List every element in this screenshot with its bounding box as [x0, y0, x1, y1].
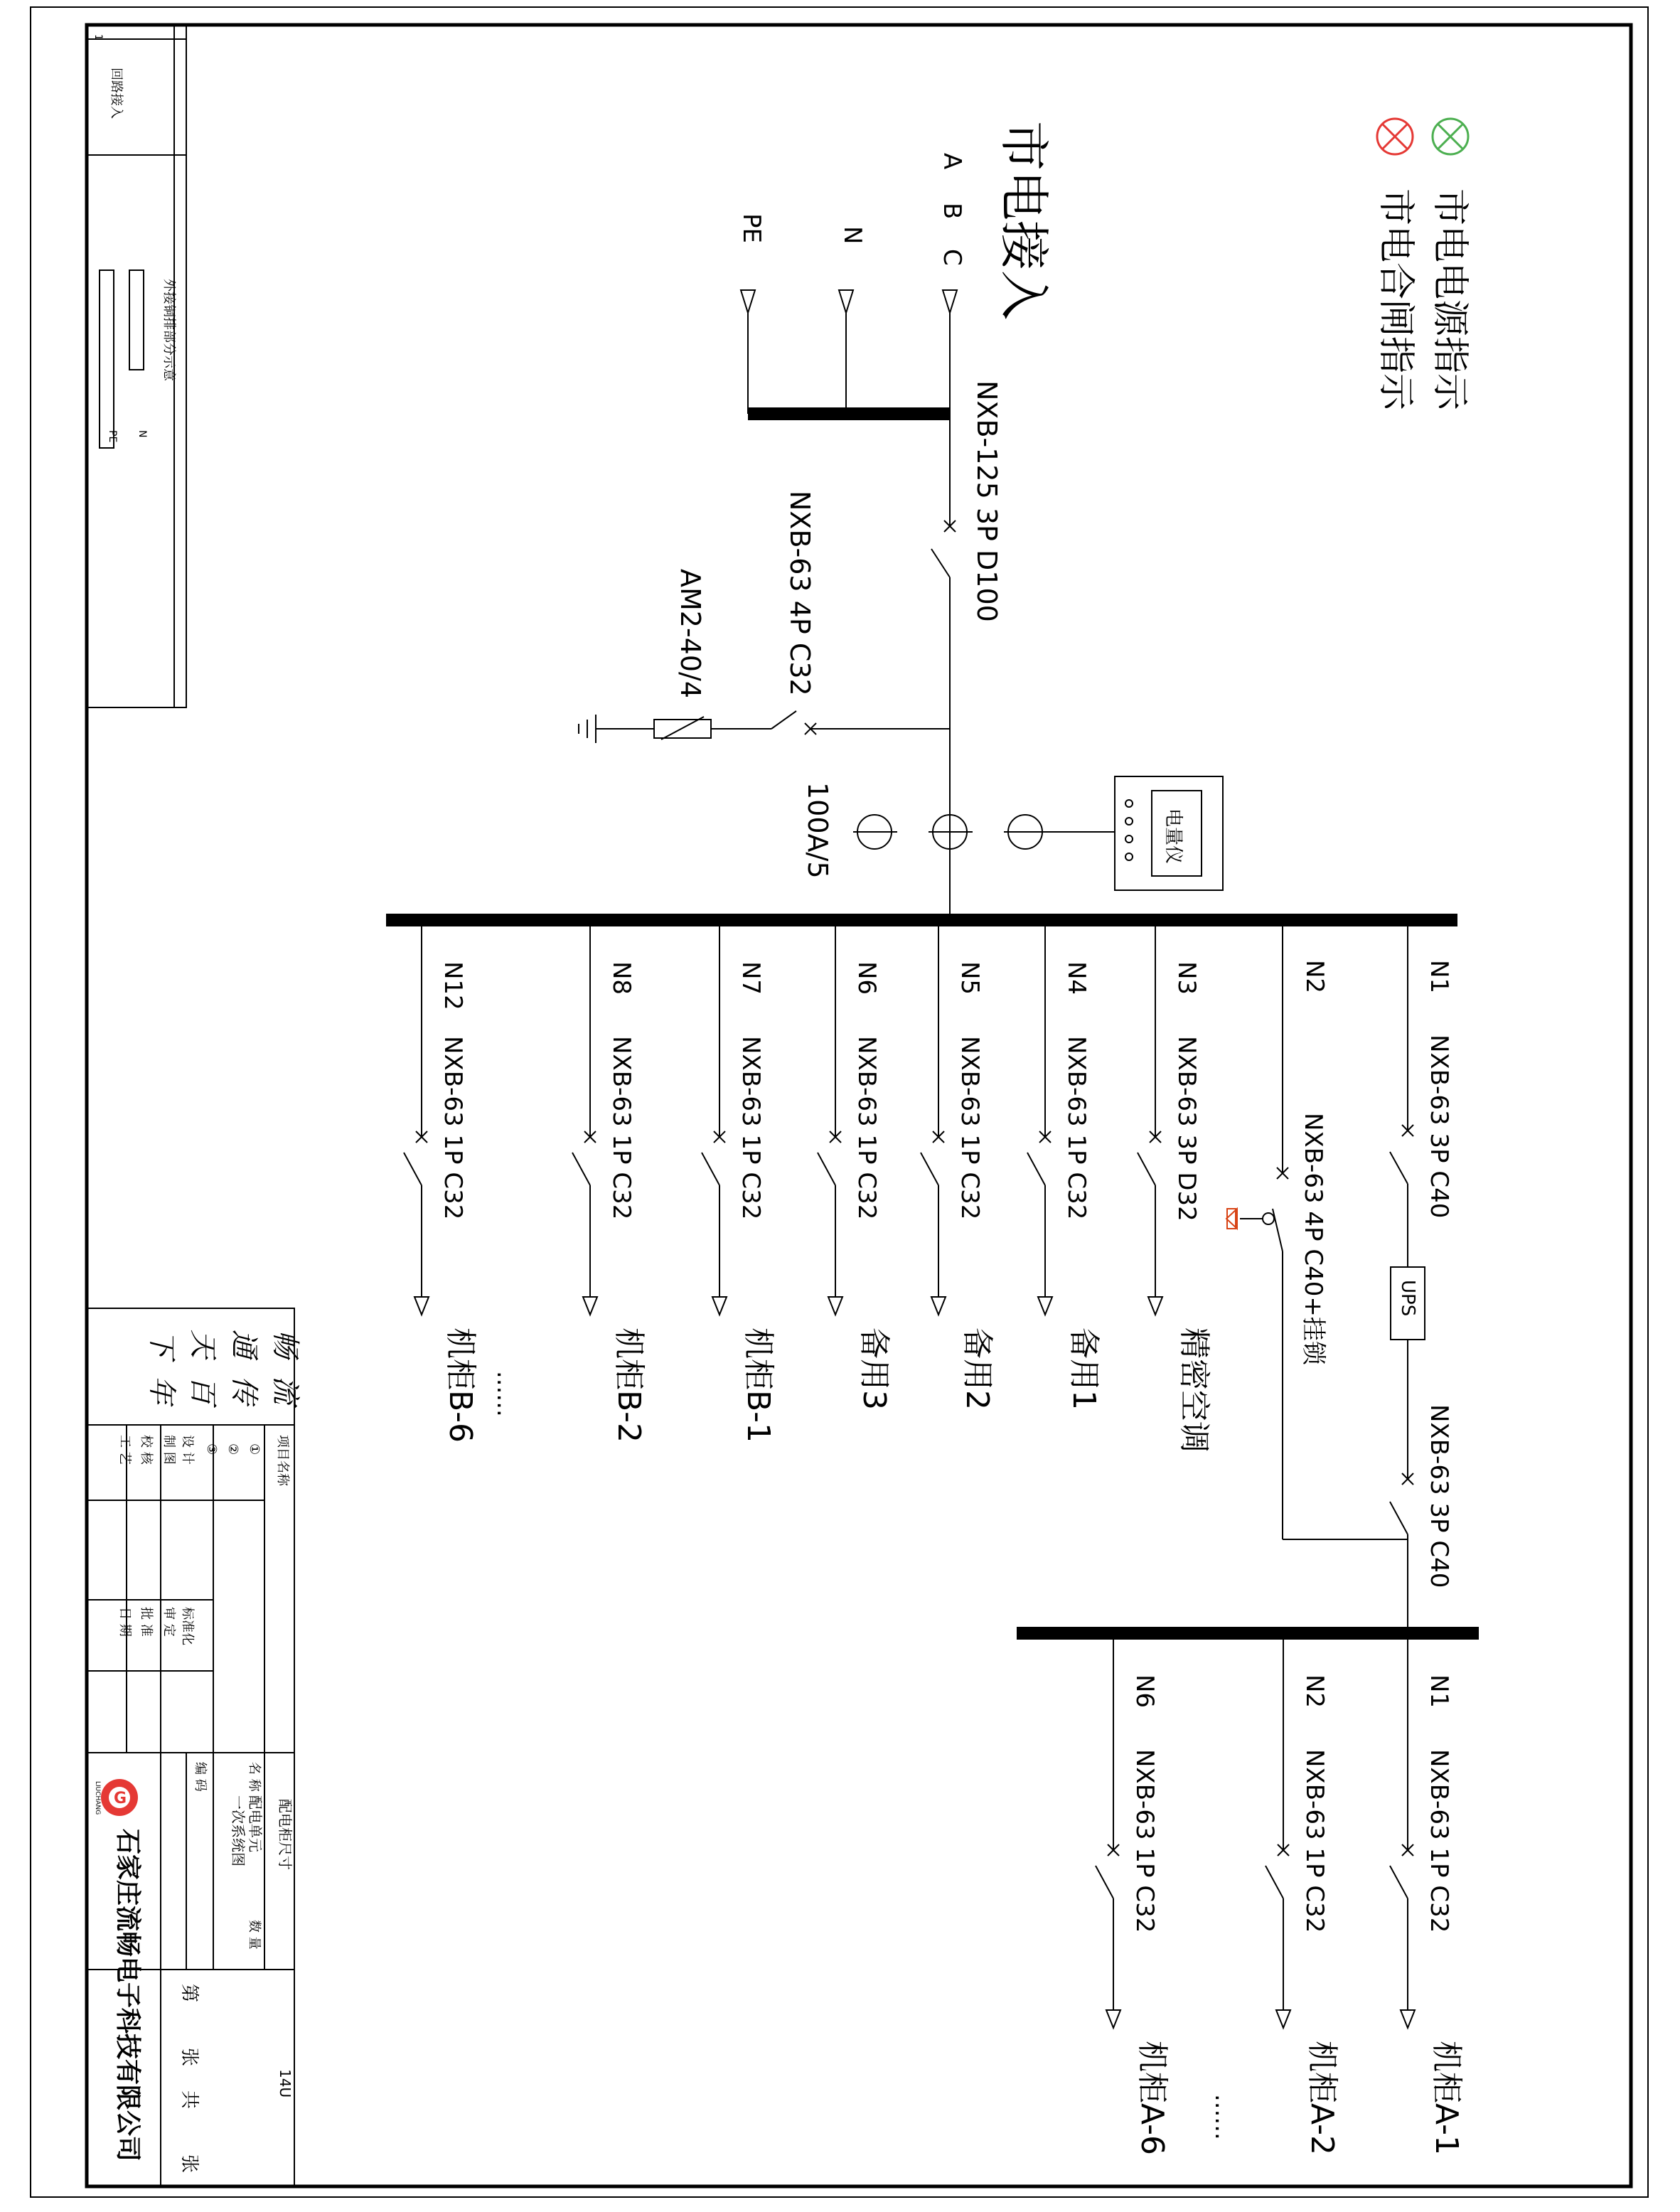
circled-3: ③ [204, 1443, 219, 1455]
circled-2: ② [225, 1443, 240, 1455]
cab-b-load-arrow-n4-icon [1038, 1297, 1052, 1315]
breaker-label-b-n1: NXB-63 3P C40 [1425, 1035, 1453, 1219]
cab-b-breaker-n6-icon [818, 1131, 841, 1185]
circuit-b-id-n2: N2 [1300, 960, 1329, 994]
cab-b-feeder-n5 [921, 920, 995, 1410]
motto-5: 流 [269, 1376, 301, 1404]
cab-b-feeder-n12 [404, 920, 478, 1443]
legend-label-closing: 市电合闸指示 [1374, 188, 1417, 411]
legend-label-power: 市电电源指示 [1428, 188, 1471, 411]
current-transformer-icon [853, 815, 1115, 849]
cab-a-load-label: 机柜A-6 [1134, 2041, 1170, 2156]
closing-indicator-lamp-icon [1377, 119, 1413, 154]
cab-a-load-arrow-n1-icon [1401, 2010, 1415, 2028]
cab-b-load-label: 精密空调 [1176, 1327, 1212, 1453]
meter-label: 电量仪 [1162, 808, 1184, 865]
cab-b-circuit-id: N3 [1172, 961, 1201, 995]
cab-b-feeder-n3 [1138, 920, 1212, 1453]
cab-a-load-arrow-n6-icon [1106, 2010, 1120, 2028]
ups-output-breaker-icon [1390, 1473, 1413, 1534]
cab-b-feeder-n7 [702, 920, 776, 1443]
circled-1: ① [247, 1443, 262, 1455]
ellipsis-a: ...... [1209, 2094, 1238, 2140]
drawing-subname: 一次系统图 [230, 1795, 247, 1866]
cab-b-breaker-n3-icon [1138, 1131, 1161, 1185]
ground-icon [579, 715, 596, 743]
busbar-n-label: N [137, 430, 148, 438]
name-label: 名 称 [247, 1762, 262, 1792]
cab-b-load-label: 机柜B-6 [442, 1327, 478, 1443]
motto-3: 天 [186, 1330, 219, 1358]
cab-b-breaker-label: NXB-63 1P C32 [852, 1036, 881, 1220]
feeder-group-a [1096, 1633, 1465, 2155]
cab-a-circuit-id: N6 [1130, 1674, 1159, 1709]
motto-6: 传 [228, 1376, 260, 1404]
cab-a-feeder-n6 [1096, 1633, 1170, 2155]
terminal-pe-icon [741, 290, 755, 313]
cab-b-breaker-n12-icon [404, 1131, 427, 1185]
breaker-n2-icon [1240, 1168, 1288, 1251]
motto-4: 下 [145, 1330, 178, 1358]
side-row-number: 1 [92, 34, 104, 41]
ellipsis-b: ...... [491, 1371, 520, 1417]
cab-a-breaker-n2-icon [1266, 1844, 1289, 1898]
cab-b-load-arrow-n5-icon [931, 1297, 946, 1315]
side-row-text: 回路接入 [109, 68, 124, 119]
role-check: 校 核 [139, 1435, 154, 1465]
sheet-label-2: 张 [178, 2048, 200, 2067]
cab-b-breaker-n8-icon [572, 1131, 596, 1185]
role-date: 日 期 [117, 1607, 132, 1637]
cab-a-feeder-n2 [1266, 1633, 1340, 2155]
cab-b-load-label: 备用2 [959, 1327, 995, 1410]
busbar-pe-label: PE [107, 430, 118, 443]
phase-label-a: A [938, 153, 966, 170]
cab-b-breaker-label: NXB-63 1P C32 [439, 1036, 467, 1220]
cab-b-load-arrow-n6-icon [828, 1297, 842, 1315]
company-logo [101, 1779, 138, 1816]
ups-label: UPS [1397, 1280, 1418, 1317]
ct-label: 100A/5 [802, 782, 833, 879]
cab-a-load-label: 机柜A-2 [1304, 2041, 1340, 2156]
cab-b-load-arrow-n7-icon [712, 1297, 727, 1315]
energy-meter [1115, 776, 1223, 890]
padlock-icon [1226, 1209, 1237, 1229]
cab-a-circuit-id: N2 [1300, 1674, 1329, 1709]
cab-b-circuit-id: N4 [1062, 961, 1091, 995]
cab-a-circuit-id: N1 [1425, 1674, 1453, 1709]
cab-b-circuit-id: N5 [956, 961, 984, 995]
phase-label-c: C [938, 249, 966, 266]
company-name: 石家庄流畅电子科技有限公司 [113, 1829, 142, 2162]
role-process: 工 艺 [117, 1435, 132, 1465]
cabinet-size-label: 配电柜尺寸 [277, 1799, 294, 1870]
logo-letter: G [114, 1790, 127, 1807]
cab-a-load-arrow-n2-icon [1276, 2010, 1290, 2028]
breaker-n1-icon [1390, 1125, 1413, 1184]
neutral-label: N [838, 226, 867, 245]
cab-b-feeder-n8 [572, 920, 647, 1443]
cab-b-breaker-n4-icon [1027, 1131, 1051, 1185]
cab-b-load-arrow-n12-icon [414, 1297, 429, 1315]
terminal-c-icon [943, 290, 957, 313]
drawing-name: 配电单元 [247, 1795, 264, 1852]
motto-7: 百 [186, 1376, 219, 1404]
sheet-label-3: 共 [178, 2090, 200, 2110]
side-panel [87, 25, 186, 707]
motto-8: 年 [145, 1376, 178, 1404]
cab-b-breaker-n5-icon [921, 1131, 944, 1185]
cab-b-breaker-label: NXB-63 1P C32 [956, 1036, 984, 1220]
sheet-label-4: 张 [178, 2154, 200, 2174]
cab-a-feeder-n1 [1390, 1633, 1465, 2155]
motto-2: 通 [228, 1330, 260, 1358]
sheet-label-1: 第 [178, 1984, 200, 2003]
surge-arrester-icon [654, 717, 711, 739]
cab-a-breaker-label: NXB-63 1P C32 [1425, 1749, 1453, 1933]
legend [1374, 119, 1471, 411]
cab-b-feeder-n6 [818, 920, 892, 1410]
cab-b-load-label: 备用1 [1066, 1327, 1102, 1410]
cab-b-breaker-n7-icon [702, 1131, 725, 1185]
role-design: 设 计 [180, 1435, 195, 1465]
page-title: 市电接入 [995, 121, 1053, 320]
earth-label: PE [737, 213, 766, 243]
cab-b-breaker-label: NXB-63 1P C32 [1062, 1036, 1091, 1220]
circuit-b-id-n1: N1 [1425, 960, 1453, 994]
spd-device-label: AM2-40/4 [675, 569, 706, 699]
cab-b-load-label: 机柜B-2 [611, 1327, 647, 1443]
quantity-label: 数 量 [247, 1920, 262, 1950]
role-review: 审 定 [161, 1607, 176, 1637]
main-breaker-icon [931, 520, 956, 577]
power-indicator-lamp-icon [1433, 119, 1468, 154]
cab-b-circuit-id: N6 [852, 961, 881, 995]
role-approve: 批 准 [139, 1607, 154, 1637]
cab-a-breaker-n1-icon [1390, 1844, 1413, 1898]
cab-b-feeder-n4 [1027, 920, 1102, 1410]
feeder-group-b [404, 920, 1212, 1453]
cab-b-circuit-id: N8 [607, 961, 636, 995]
project-name-label: 项目名称 [275, 1435, 290, 1486]
cab-b-circuit-id: N12 [439, 961, 467, 1010]
cab-a-load-label: 机柜A-1 [1428, 2041, 1465, 2156]
phase-label-b: B [938, 203, 966, 220]
motto-1: 畅 [269, 1330, 301, 1358]
busbar-pe-icon [100, 270, 114, 448]
busbar-n-icon [129, 270, 144, 370]
company-brand: LIUCHANG [94, 1781, 101, 1815]
role-draw: 制 图 [161, 1435, 176, 1465]
spd-breaker-icon [771, 711, 816, 734]
cab-b-breaker-label: NXB-63 3P D32 [1172, 1036, 1201, 1222]
cab-b-load-arrow-n3-icon [1148, 1297, 1162, 1315]
title-block [87, 1308, 301, 2186]
role-standard: 标准化 [180, 1607, 195, 1645]
cab-a-breaker-label: NXB-63 1P C32 [1300, 1749, 1329, 1933]
cab-b-load-label: 备用3 [856, 1327, 892, 1410]
cab-b-breaker-label: NXB-63 1P C32 [737, 1036, 765, 1220]
breaker-label-b-n2: NXB-63 4P C40+挂锁 [1299, 1113, 1327, 1365]
cab-a-breaker-n6-icon [1096, 1844, 1119, 1898]
cab-a-breaker-label: NXB-63 1P C32 [1130, 1749, 1159, 1933]
code-label: 编 码 [193, 1762, 208, 1792]
spd-breaker-label: NXB-63 4P C32 [784, 491, 815, 696]
cab-b-circuit-id: N7 [737, 961, 765, 995]
cab-b-load-arrow-n8-icon [583, 1297, 597, 1315]
cab-b-load-label: 机柜B-1 [740, 1327, 776, 1443]
ups-output-breaker-label: NXB-63 3P C40 [1425, 1404, 1453, 1588]
main-breaker-label: NXB-125 3P D100 [971, 380, 1002, 622]
terminal-n-icon [839, 290, 853, 313]
cabinet-size-value: 14U [277, 2069, 294, 2098]
cab-b-breaker-label: NXB-63 1P C32 [607, 1036, 636, 1220]
busbar-note: 外接铜排部分示意 [161, 279, 176, 381]
